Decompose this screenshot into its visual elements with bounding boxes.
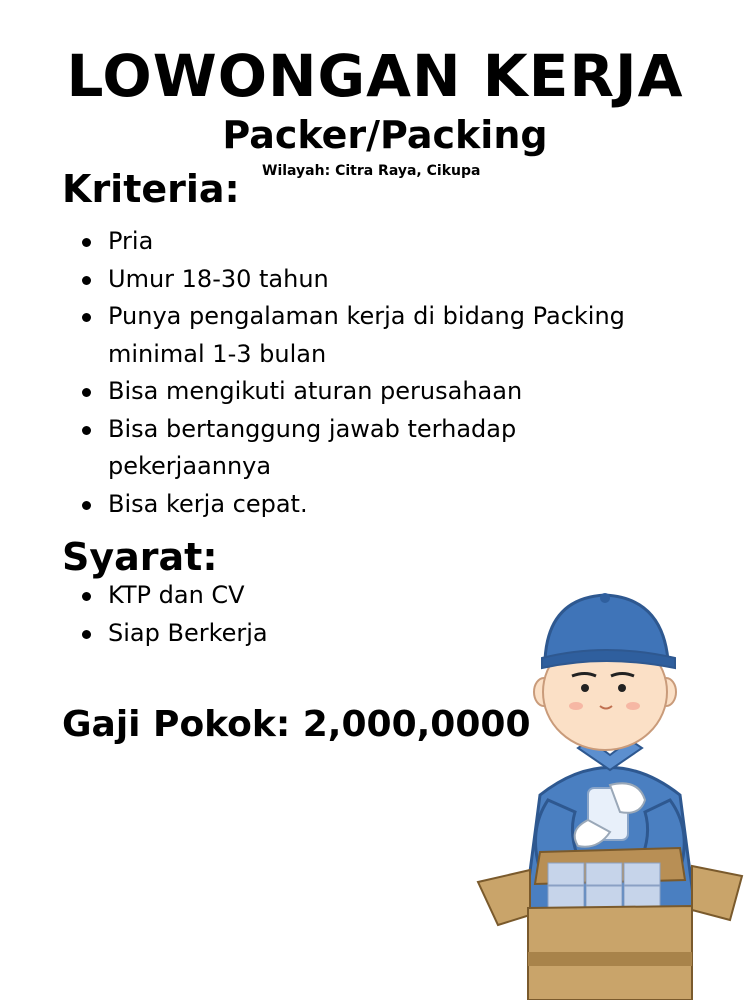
job-region: Wilayah: Citra Raya, Cikupa xyxy=(262,163,481,179)
list-item: Siap Berkerja xyxy=(80,615,670,653)
kriteria-list xyxy=(80,223,670,523)
list-item: Pria xyxy=(80,223,670,261)
list-item: KTP dan CV xyxy=(80,577,670,615)
cap-icon xyxy=(542,593,675,668)
cardboard-box-icon xyxy=(478,848,742,1000)
list-item: Bisa kerja cepat. xyxy=(80,486,670,524)
list-item: Bisa mengikuti aturan perusahaan xyxy=(80,373,670,411)
kriteria-heading: Kriteria: xyxy=(62,167,240,211)
syarat-heading: Syarat: xyxy=(62,535,218,579)
list-item: Bisa bertanggung jawab terhadap pekerjaannya xyxy=(80,411,670,486)
list-item: Punya pengalaman kerja di bidang Packing minimal 1-3 bulan xyxy=(80,298,670,373)
packing-worker-illustration xyxy=(470,580,750,1000)
list-item: Umur 18-30 tahun xyxy=(80,261,670,299)
job-position: Packer/Packing xyxy=(222,113,548,157)
poster-title: LOWONGAN KERJA xyxy=(66,42,684,110)
salary-text: Gaji Pokok: 2,000,0000 xyxy=(62,704,531,745)
